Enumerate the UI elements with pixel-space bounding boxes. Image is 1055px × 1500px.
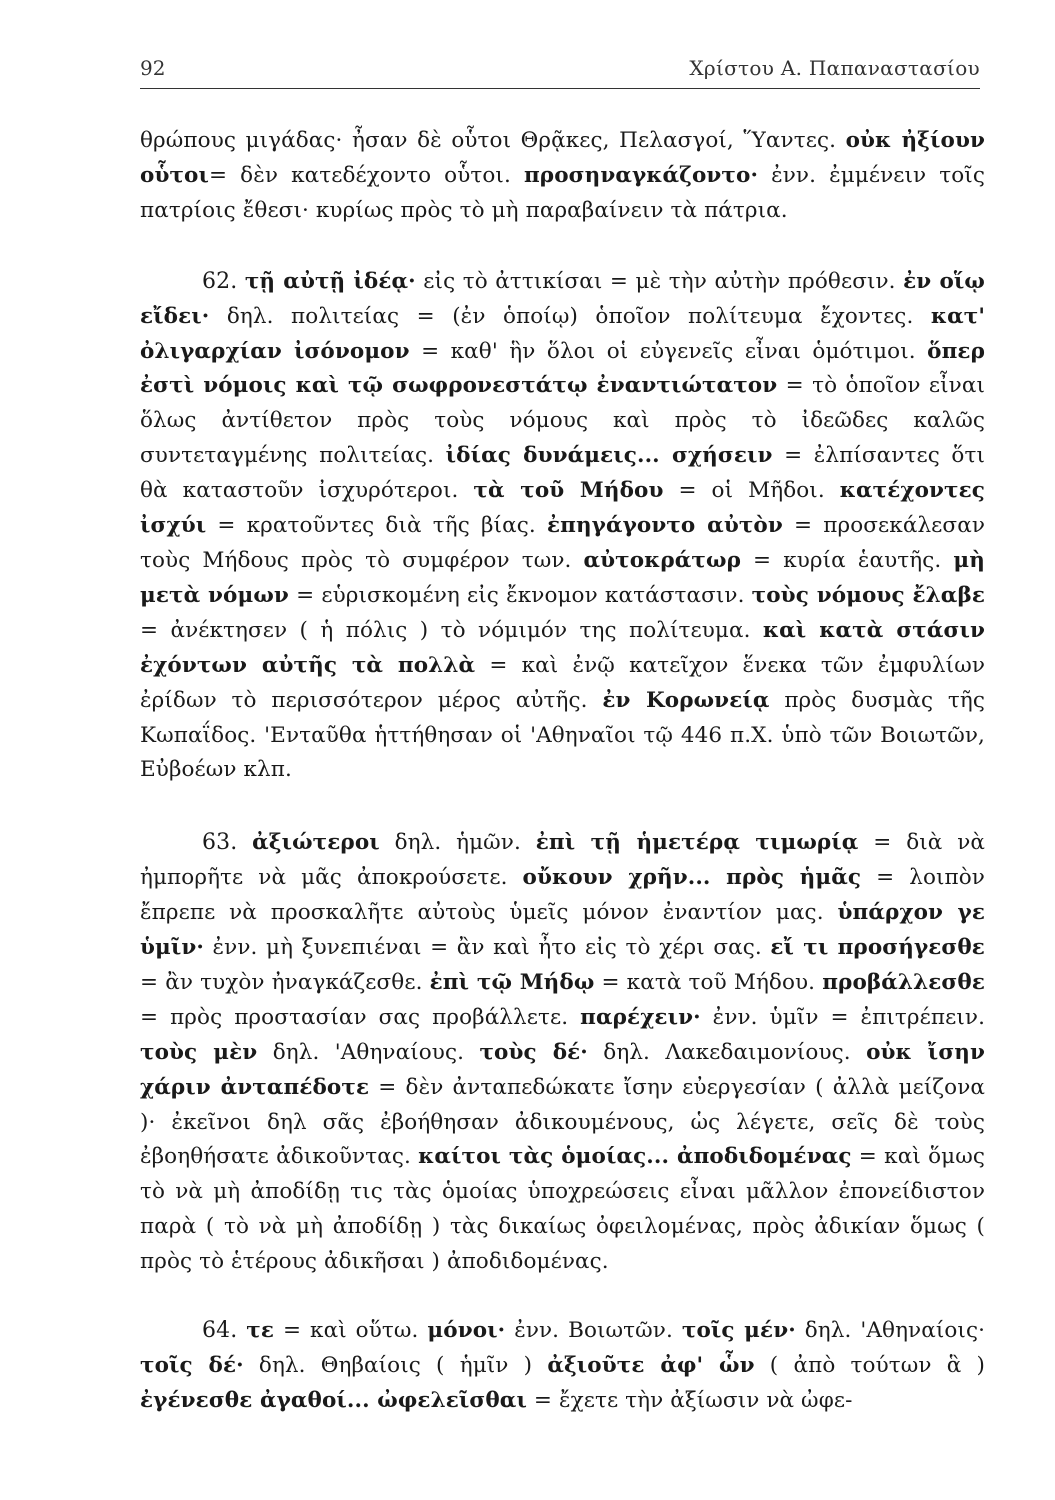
gloss-text: εἰς τὸ ἀττικίσαι = μὲ τὴν αὐτὴν πρόθεσιν. bbox=[415, 268, 904, 294]
gloss-text: δηλ. ἡμῶν. bbox=[379, 830, 536, 856]
lemma: ἀξιώτεροι bbox=[252, 830, 380, 856]
gloss-text: ἐνν. μὴ ξυνεπιέναι = ἂν καὶ ἦτο εἰς τὸ χέρι σας. bbox=[203, 935, 771, 961]
gloss-text: = λοιπὸν ἔπρεπε νὰ προσκαλῆτε αὐτοὺς ὑμεῖς μόνον ἐναντίον μας. bbox=[140, 865, 985, 926]
gloss-text: δηλ. 'Αθηναίοις· bbox=[795, 1318, 986, 1344]
lemma: προσηναγκάζοντο· bbox=[523, 162, 759, 188]
lemma: τοὺς νόμους ἔλαβε bbox=[751, 582, 985, 608]
lemma: κατ' ὀλιγαρχίαν ἰσόνομον bbox=[140, 303, 985, 364]
lemma: ὅπερ ἐστὶ νόμοις καὶ τῷ σωφρονεστάτῳ ἐναντιώτατον bbox=[140, 338, 985, 399]
note-number: 62. bbox=[202, 268, 238, 294]
paragraph-continuation bbox=[140, 124, 985, 229]
lemma: παρέχειν· bbox=[580, 1004, 701, 1030]
lemma: ὑπάρχον γε ὑμῖν· bbox=[140, 900, 986, 961]
gloss-text: = τὸ ὁποῖον εἶναι ὅλως ἀντίθετον πρὸς τοὺς νόμους καὶ πρὸς τὸ ἰδεῶδες καλῶς συντεταγμένης πολιτείας. bbox=[140, 373, 985, 469]
lemma: ἐγένεσθε ἀγαθοί... ὠφελεῖσθαι bbox=[140, 1387, 527, 1413]
note-64 bbox=[140, 1314, 985, 1419]
gloss-text: = κυρία ἑαυτῆς. bbox=[740, 547, 954, 573]
gloss-text: δηλ. 'Αθηναίους. bbox=[257, 1039, 480, 1065]
lemma: οὔκουν χρῆν... πρὸς ἡμᾶς bbox=[522, 865, 862, 891]
note-number: 63. bbox=[202, 830, 238, 856]
lemma: τῇ αὐτῇ ἰδέᾳ· bbox=[244, 268, 416, 294]
gloss-text: = ἐλπίσαντες ὅτι θὰ καταστοῦν ἰσχυρότεροι. bbox=[140, 443, 985, 504]
note-63 bbox=[140, 826, 985, 1280]
lemma: κατέχοντες ἰσχύι bbox=[140, 478, 985, 539]
lemma: ἐπὶ τῷ Μήδῳ bbox=[429, 969, 595, 995]
lemma: αὐτοκράτωρ bbox=[583, 547, 741, 573]
lemma: τοὺς μὲν bbox=[140, 1039, 258, 1065]
lemma: οὐκ ἴσην χάριν ἀνταπέδοτε bbox=[140, 1039, 986, 1100]
lemma: μόνοι· bbox=[427, 1318, 506, 1344]
running-title: Χρίστου Α. Παπαναστασίου bbox=[689, 56, 980, 80]
page-body bbox=[140, 124, 985, 1419]
gloss-text: = εὑρισκομένη εἰς ἔκνομον κατάστασιν. bbox=[288, 582, 752, 608]
gloss-text: = δὲν ἀνταπεδώκατε ἴσην εὐεργεσίαν ( ἀλλὰ μείζονα )· ἐκεῖνοι δηλ σᾶς ἐβοήθησαν ἀδικουμένους, ὡς λέγετε, σεῖς δὲ τοὺς ἐβοηθήσατε ἀδικοῦντας. bbox=[140, 1074, 986, 1170]
gloss-text: = καθ' ἣν ὅλοι οἱ εὐγενεῖς εἶναι ὁμότιμοι. bbox=[409, 338, 928, 364]
gloss-text: ἐνν. ἐμμένειν τοῖς πατρίοις ἔθεσι· κυρίως πρὸς τὸ μὴ παραβαίνειν τὰ πάτρια. bbox=[140, 162, 985, 223]
gloss-text: δηλ. Λακεδαιμονίους. bbox=[587, 1039, 867, 1065]
lemma: ἐν οἵῳ εἴδει· bbox=[140, 268, 985, 329]
lemma: μὴ μετὰ νόμων bbox=[140, 547, 985, 608]
gloss-text: = ἂν τυχὸν ἠναγκάζεσθε. bbox=[140, 969, 430, 995]
gloss-text: δηλ. πολιτείας = (ἐν ὁποίῳ) ὁποῖον πολίτευμα ἔχοντες. bbox=[209, 303, 931, 329]
gloss-text: = ἔχετε τὴν ἀξίωσιν νὰ ὠφε- bbox=[526, 1387, 853, 1413]
lemma: καίτοι τὰς ὁμοίας... ἀποδιδομένας bbox=[418, 1144, 852, 1170]
gloss-text: = καὶ οὕτω. bbox=[274, 1318, 428, 1344]
lemma: οὐκ ἠξίουν οὗτοι bbox=[140, 128, 985, 188]
gloss-text: δηλ. Θηβαίοις ( ἡμῖν ) bbox=[243, 1353, 548, 1378]
gloss-text: = προσεκάλεσαν τοὺς Μήδους πρὸς τὸ συμφέρον των. bbox=[140, 513, 985, 573]
gloss-text: = κατὰ τοῦ Μήδου. bbox=[594, 969, 823, 995]
lemma: ἰδίας δυνάμεις... σχήσειν bbox=[445, 443, 773, 469]
lemma: ἐπὶ τῇ ἡμετέρᾳ τιμωρίᾳ bbox=[535, 830, 859, 856]
gloss-text: ἐνν. ὑμῖν = ἐπιτρέπειν. bbox=[700, 1004, 986, 1030]
gloss-text: θρώπους μιγάδας· ἦσαν δὲ οὗτοι Θρᾷκες, Πελασγοί, Ὕαντες. bbox=[140, 128, 846, 153]
lemma: τοῖς δέ· bbox=[140, 1353, 244, 1378]
gloss-text: ἐνν. Βοιωτῶν. bbox=[505, 1318, 682, 1344]
gloss-text: = καὶ ἐνῷ κατεῖχον ἕνεκα τῶν ἐμφυλίων ἐρίδων τὸ περισσότερον μέρος αὐτῆς. bbox=[140, 652, 985, 713]
lemma: τὰ τοῦ Μήδου bbox=[473, 478, 664, 504]
lemma: τοὺς δέ· bbox=[479, 1039, 588, 1065]
page-number: 92 bbox=[140, 56, 166, 80]
gloss-text: = διὰ νὰ ἠμπορῆτε νὰ μᾶς ἀποκρούσετε. bbox=[140, 830, 986, 891]
lemma: ἐπηγάγοντο αὐτὸν bbox=[546, 513, 783, 539]
lemma: ἀξιοῦτε ἀφ' ὧν bbox=[547, 1353, 755, 1378]
lemma: καὶ κατὰ στάσιν ἐχόντων αὐτῆς τὰ πολλὰ bbox=[140, 617, 985, 678]
lemma: εἴ τι προσήγεσθε bbox=[770, 935, 985, 961]
gloss-text: = κρατοῦντες διὰ τῆς βίας. bbox=[206, 513, 547, 539]
gloss-text: = δὲν κατεδέχοντο οὗτοι. bbox=[208, 162, 524, 188]
lemma: προβάλλεσθε bbox=[822, 969, 985, 995]
lemma: ἐν Κορωνείᾳ bbox=[602, 687, 770, 713]
gloss-text: = ἀνέκτησεν ( ἡ πόλις ) τὸ νόμιμόν της πολίτευμα. bbox=[140, 617, 763, 643]
gloss-text: = καὶ ὅμως τὸ νὰ μὴ ἀποδίδῃ τις τὰς ὁμοίας ὑποχρεώσεις εἶναι μᾶλλον ἐπονείδιστον παρὰ ( τὸ νὰ μὴ ἀποδίδῃ ) τὰς δικαίως ὀφειλομένας, πρὸς ἀδικίαν ὅμως ( πρὸς τὸ ἑτέρους ἀδικῆσαι ) ἀποδιδομένας. bbox=[140, 1144, 985, 1275]
lemma: τοῖς μέν· bbox=[681, 1318, 796, 1344]
note-number: 64. bbox=[202, 1318, 238, 1344]
gloss-text: πρὸς δυσμὰς τῆς Κωπαΐδος. 'Ενταῦθα ἡττήθησαν οἱ 'Αθηναῖοι τῷ 446 π.Χ. ὑπὸ τῶν Βοιωτῶν, Εὐβοέων κλπ. bbox=[140, 687, 986, 783]
page-header bbox=[140, 52, 980, 89]
gloss-text: = οἱ Μῆδοι. bbox=[663, 478, 840, 504]
note-62 bbox=[140, 265, 985, 789]
gloss-text: ( ἀπὸ τούτων ἃ ) bbox=[754, 1353, 985, 1378]
lemma: τε bbox=[246, 1318, 275, 1344]
gloss-text: = πρὸς προστασίαν σας προβάλλετε. bbox=[140, 1004, 581, 1030]
